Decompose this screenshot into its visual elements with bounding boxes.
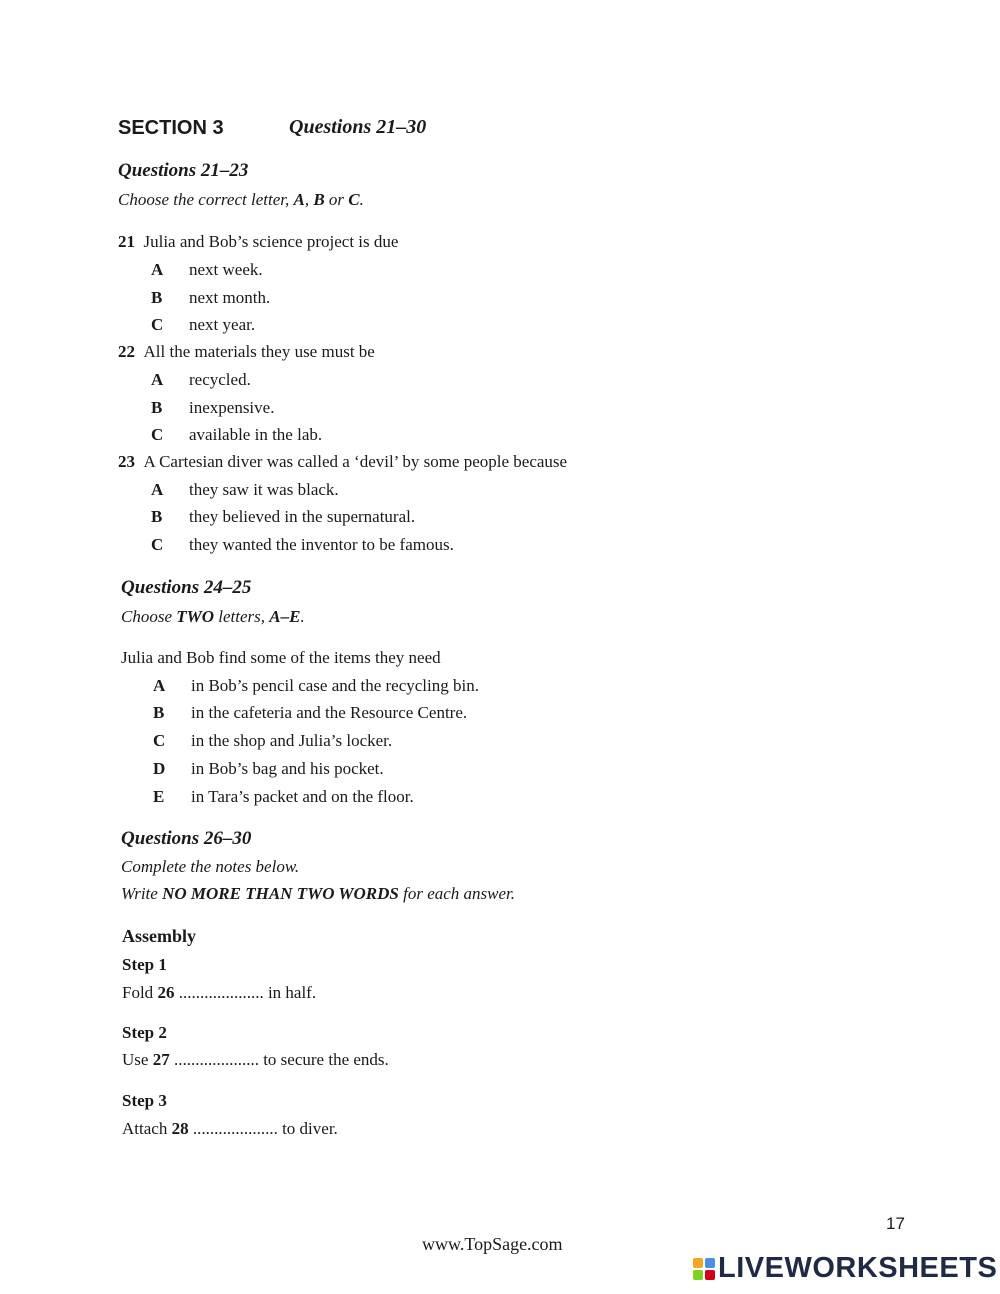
step-3-label: Step 3 <box>122 1091 167 1110</box>
liveworksheets-brand[interactable]: LIVEWORKSHEETS <box>718 1252 998 1284</box>
step-1-line: Fold 26 .................... in half. <box>122 983 317 1002</box>
logo-square-3 <box>693 1270 703 1280</box>
option-22-c[interactable]: C available in the lab. <box>151 425 323 444</box>
option-24-a[interactable]: A in Bob’s pencil case and the recycling bin. <box>153 676 479 695</box>
question-23: 23 A Cartesian diver was called a ‘devil’ by some people because <box>118 452 568 471</box>
logo-square-4 <box>705 1270 715 1280</box>
answer-blank-28[interactable]: .................... <box>188 1119 278 1138</box>
question-21: 21 Julia and Bob’s science project is due <box>118 232 399 251</box>
page-number: 17 <box>886 1214 905 1233</box>
option-23-b[interactable]: B they believed in the supernatural. <box>151 507 416 526</box>
group1-heading: Questions 21–23 <box>118 160 249 181</box>
step-1-label: Step 1 <box>122 955 167 974</box>
answer-blank-27[interactable]: .................... <box>169 1050 259 1069</box>
liveworksheets-logo-icon <box>693 1258 715 1280</box>
group3-instruction-1: Complete the notes below. <box>121 857 300 876</box>
section-questions-range: Questions 21–30 <box>289 116 427 138</box>
option-22-a[interactable]: A recycled. <box>151 370 251 389</box>
logo-square-2 <box>705 1258 715 1268</box>
option-24-c[interactable]: C in the shop and Julia’s locker. <box>153 731 393 750</box>
option-24-d[interactable]: D in Bob’s bag and his pocket. <box>153 759 384 778</box>
option-23-c[interactable]: C they wanted the inventor to be famous. <box>151 535 454 554</box>
group1-instruction: Choose the correct letter, A, B or C. <box>118 190 364 209</box>
group3-instruction-2: Write NO MORE THAN TWO WORDS for each answer. <box>121 884 516 903</box>
group2-instruction: Choose TWO letters, A–E. <box>121 607 305 626</box>
group2-stem: Julia and Bob find some of the items they need <box>121 648 441 667</box>
logo-square-1 <box>693 1258 703 1268</box>
website-url: www.TopSage.com <box>422 1234 563 1254</box>
option-23-a[interactable]: A they saw it was black. <box>151 480 339 499</box>
group2-heading: Questions 24–25 <box>121 577 252 598</box>
option-24-b[interactable]: B in the cafeteria and the Resource Centre. <box>153 703 468 722</box>
step-2-label: Step 2 <box>122 1023 167 1042</box>
option-24-e[interactable]: E in Tara’s packet and on the floor. <box>153 787 414 806</box>
notes-title: Assembly <box>122 926 197 946</box>
option-21-a[interactable]: A next week. <box>151 260 263 279</box>
question-22: 22 All the materials they use must be <box>118 342 375 361</box>
option-21-b[interactable]: B next month. <box>151 288 271 307</box>
step-3-line: Attach 28 .................... to diver. <box>122 1119 338 1138</box>
option-22-b[interactable]: B inexpensive. <box>151 398 275 417</box>
section-title: SECTION 3 <box>118 117 224 139</box>
step-2-line: Use 27 .................... to secure the ends. <box>122 1050 389 1069</box>
answer-blank-26[interactable]: .................... <box>174 983 264 1002</box>
group3-heading: Questions 26–30 <box>121 828 252 849</box>
option-21-c[interactable]: C next year. <box>151 315 256 334</box>
